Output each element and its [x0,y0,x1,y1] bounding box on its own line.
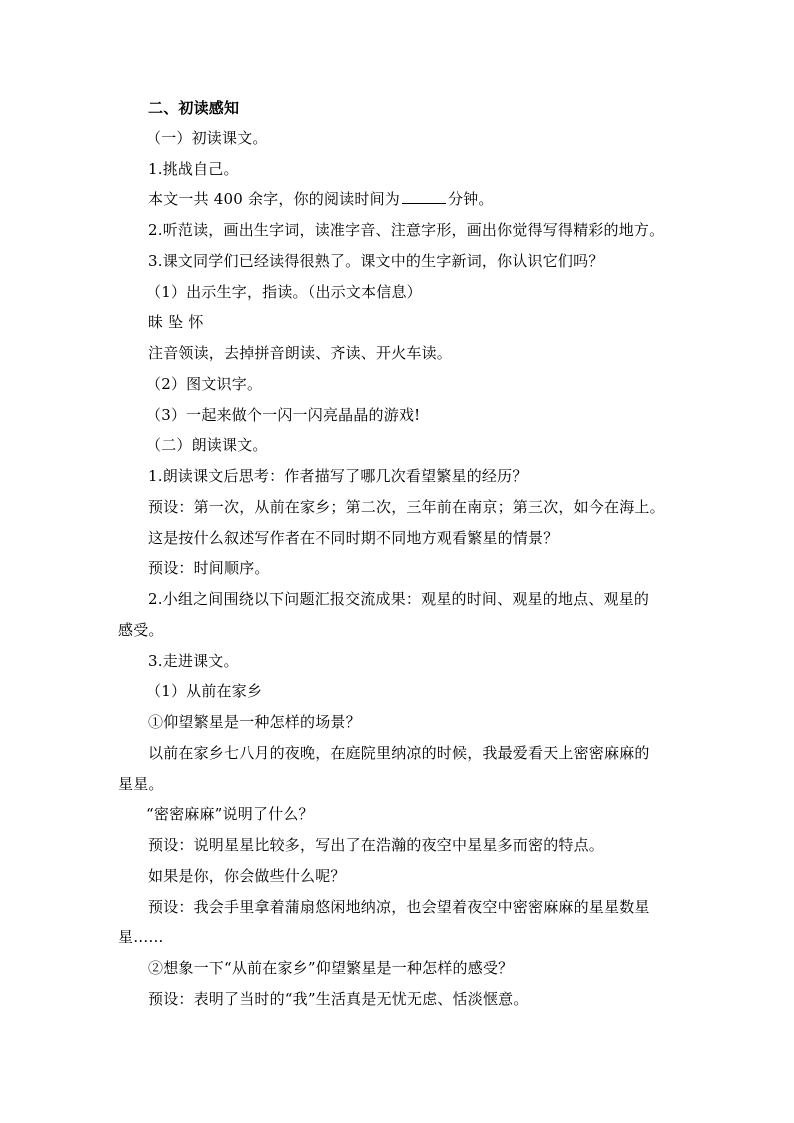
paragraph-line: 感受。 [118,621,164,639]
paragraph-text: 分钟。 [447,190,494,208]
paragraph-line: （一）初读课文。 [146,129,268,147]
paragraph-line: 2.小组之间围绕以下问题汇报交流成果：观星的时间、观星的地点、观星的 [148,590,650,608]
fill-in-blank[interactable] [402,189,446,204]
paragraph-line: 3.课文同学们已经读得很熟了。课文中的生字新词，你认识它们吗？ [148,252,604,270]
paragraph-text: 本文一共 400 余字，你的阅读时间为 [148,190,400,208]
paragraph-line: “密密麻麻”说明了什么？ [146,805,314,823]
paragraph-line: 如果是你，你会做些什么呢？ [148,867,346,885]
paragraph-line: 这是按什么叙述写作者在不同时期不同地方观看繁星的情景？ [148,529,559,547]
paragraph-line: 1.朗读课文后思考：作者描写了哪几次看望繁星的经历？ [148,467,528,485]
paragraph-line: 预设：表明了当时的“我”生活真是无忧无虑、恬淡惬意。 [148,990,529,1008]
paragraph-line: 星…… [118,928,164,946]
paragraph-line: （2）图文识字。 [146,375,263,393]
paragraph-line: 预设：说明星星比较多，写出了在浩瀚的夜空中星星多而密的特点。 [148,836,605,854]
paragraph-line: （1）从前在家乡 [146,682,263,700]
paragraph-line: 1.挑战自己。 [148,160,239,178]
paragraph-line: 注音领读，去掉拼音朗读、齐读、开火车读。 [148,344,453,362]
paragraph-line-with-blank [148,188,494,210]
paragraph-line: 预设：时间顺序。 [148,559,270,577]
paragraph-line: 星星。 [118,775,164,793]
paragraph-line: ①仰望繁星是一种怎样的场景？ [148,713,361,731]
paragraph-line: （3）一起来做个一闪一闪亮晶晶的游戏! [146,406,421,424]
paragraph-line: （二）朗读课文。 [146,436,268,454]
paragraph-line: （1）出示生字，指读。（出示文本信息） [146,283,422,301]
paragraph-line: 以前在家乡七八月的夜晚，在庭院里纳凉的时候，我最爱看天上密密麻麻的 [148,744,650,762]
paragraph-line: 预设：我会手里拿着蒲扇悠闲地纳凉，也会望着夜空中密密麻麻的星星数星 [148,898,650,916]
paragraph-line: 3.走进课文。 [148,652,239,670]
paragraph-line: 预设：第一次，从前在家乡；第二次，三年前在南京；第三次，如今在海上。 [148,498,665,516]
paragraph-line: 2.听范读，画出生字词，读准字音、注意字形，画出你觉得写得精彩的地方。 [148,221,665,239]
paragraph-line: 昧 坠 怀 [148,313,204,331]
paragraph-line: ②想象一下“从前在家乡”仰望繁星是一种怎样的感受？ [148,959,514,977]
section-title: 二、初读感知 [148,99,240,117]
